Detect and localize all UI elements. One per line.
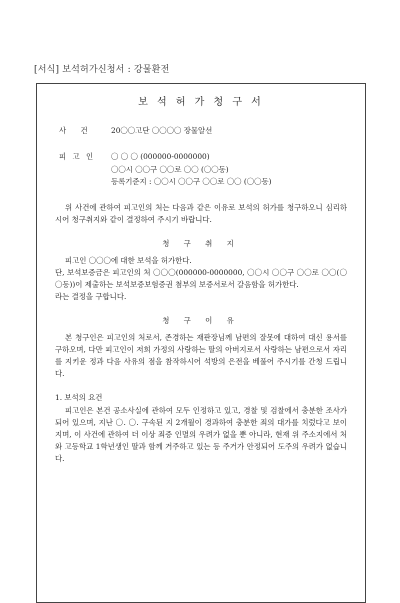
reason-heading: 청 구 이 유	[162, 316, 240, 326]
document-frame	[36, 83, 366, 603]
purpose-line-2: 단, 보석보증금은 피고인의 처 〇〇〇(000000-0000000, 〇〇시 〇〇구 〇〇로 〇〇(〇〇동))이 제출하는 보석보증보험증권 첨부의 보증서로서 갈음함을 허가한다.	[55, 267, 347, 290]
intro-paragraph: 위 사건에 관하여 피고인의 처는 다음과 같은 이유로 보석의 허가를 청구하오니 심리하시어 청구취지와 같이 결정하여 주시기 바랍니다.	[55, 203, 347, 225]
document-title: 보 석 허 가 청 구 서	[138, 97, 264, 108]
section-1-body: 피고인은 본건 공소사실에 관하여 모두 인정하고 있고, 경찰 및 검찰에서 충분한 조사가 되어 있으며, 지난 〇. 〇. 구속된 지 2개월이 경과하여 충분한 죄의 대가를 치렀다고 보이지며, 이 사건에 관하여 더 이상 죄증 인멸의 우려가 없을 뿐 아니라, 현재 위 주소지에서 처와 고등학교 1학년생인 딸과 함께 거주하고 있는 등 주거가 안정되어 도주의 우려가 없습니다.	[55, 405, 347, 464]
section-1-heading: 1. 보석의 요건	[55, 393, 103, 403]
document-caption: [서식] 보석허가신청서 : 강물환전	[34, 65, 170, 75]
purpose-line-3: 라는 결정을 구합니다.	[55, 292, 127, 302]
defendant-name: 〇 〇 〇 (000000-0000000)	[111, 152, 210, 162]
defendant-row	[55, 151, 347, 163]
defendant-registration: 등록기준지 : 〇〇시 〇〇구 〇〇로 〇〇 (〇〇동)	[111, 176, 272, 186]
purpose-line-1: 피고인 〇〇〇에 대한 보석을 허가한다.	[65, 255, 192, 265]
case-value: 20〇〇고단 〇〇〇〇 장물알선	[111, 126, 213, 136]
purpose-heading: 청 구 취 지	[162, 239, 240, 249]
defendant-label: 피 고 인	[59, 152, 96, 162]
reason-intro: 본 청구인은 피고인의 처로서, 존경하는 재판장님께 남편의 잘못에 대하여 대신 용서를 구하오며, 다만 피고인이 저희 가정의 사랑하는 딸의 아버지로서 사랑하는 남편으로서 자리를 지키운 정과 다음 사유의 점을 참작하시어 석방의 은전을 베풀어 주시기를 간청 드립니다.	[55, 332, 347, 379]
defendant-address: 〇〇시 〇〇구 〇〇로 〇〇 (〇〇동)	[111, 164, 229, 174]
case-row	[55, 125, 347, 137]
case-label: 사 건	[59, 126, 94, 136]
